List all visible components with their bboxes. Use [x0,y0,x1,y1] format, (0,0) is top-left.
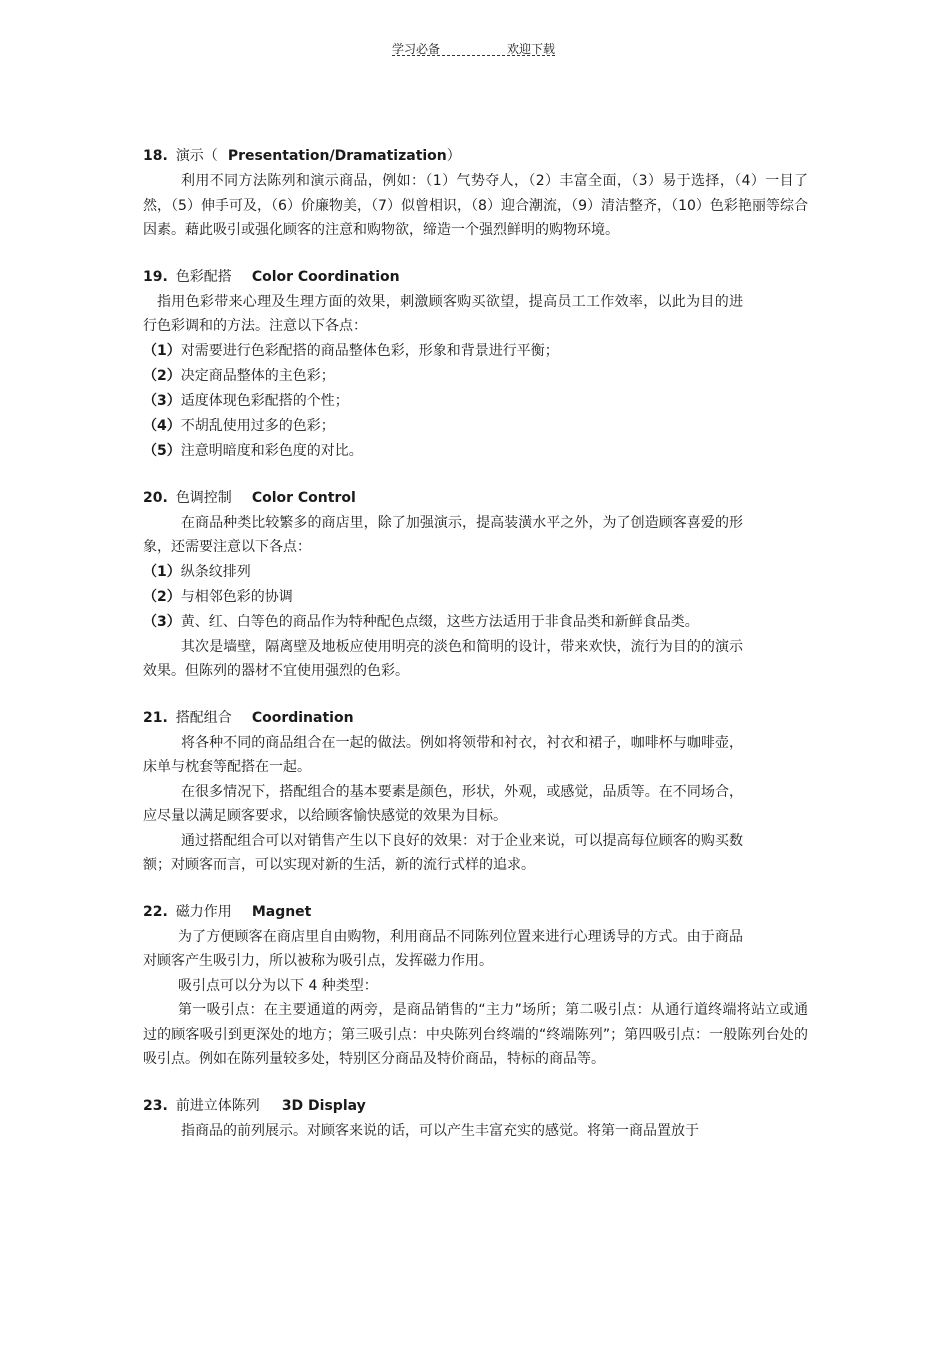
section-title-cn: 磁力作用 [175,903,232,920]
document-body [143,145,808,1166]
list-item [143,560,808,585]
header-rule [392,55,555,56]
list-text: 注意明暗度和彩色度的对比。 [180,442,363,459]
section-title-cn: 搭配组合 [175,709,232,726]
section-title-en: Presentation/Dramatization [227,148,447,164]
section-title-en: Coordination [251,709,354,726]
section-21 [143,707,808,878]
list-marker: （3） [143,613,181,630]
list-marker: （5） [143,442,181,459]
section-number: 21. [143,709,168,726]
section-title-tail: ） [446,148,461,164]
section-title-en: Color Coordination [251,268,400,285]
list-marker: （1） [143,342,181,359]
list-item [143,439,808,464]
section-20 [143,487,808,684]
section-number: 23. [143,1097,168,1114]
header-left-text: 学习必备 [392,42,441,56]
list-item [143,414,808,439]
paragraph: 指商品的前列展示。对顾客来说的话，可以产生丰富充实的感觉。将第一商品置放于 [181,1122,699,1139]
paragraph: 在很多情况下，搭配组合的基本要素是颜色，形状，外观，或感觉，品质等。在不同场合，应尽量以满足顾客要求，以给顾客愉快感觉的效果为目标。 [143,783,743,824]
list-marker: （2） [143,588,181,605]
list-text: 对需要进行色彩配搭的商品整体色彩，形象和背景进行平衡； [180,342,559,359]
list-text: 与相邻色彩的协调 [180,588,293,605]
header-right-text: 欢迎下载 [507,42,556,56]
section-title-en: Color Control [251,489,356,506]
list-item [143,339,808,364]
paragraph: 为了方便顾客在商店里自由购物，利用商品不同陈列位置来进行心理诱导的方式。由于商品对顾客产生吸引力，所以被称为吸引点，发挥磁力作用。 [143,928,743,969]
section-heading [143,145,808,167]
paragraph: 利用不同方法陈列和演示商品，例如：（1）气势夺人，（2）丰富全面，（3）易于选择，（4）一目了然，（5）伸手可及，（6）价廉物美，（7）似曾相识，（8）迎合潮流，（9）清洁整齐，（10）色彩艳丽等综合因素。藉此吸引或强化顾客的注意和购物欲，缔造一个强烈鲜明的购物环境。 [143,173,808,238]
section-title-en: 3D Display [281,1097,366,1114]
section-heading [143,266,808,288]
paragraph: 吸引点可以分为以下 4 种类型： [178,977,378,994]
paragraph: 通过搭配组合可以对销售产生以下良好的效果：对于企业来说，可以提高每位顾客的购买数额；对顾客而言，可以实现对新的生活，新的流行式样的追求。 [143,832,743,873]
list-marker: （2） [143,367,181,384]
section-number: 22. [143,903,168,920]
paragraph: 第一吸引点：在主要通道的两旁，是商品销售的“主力”场所；第二吸引点：从通行道终端将站立或通过的顾客吸引到更深处的地方；第三吸引点：中央陈列台终端的“终端陈列”；第四吸引点：一般陈列台处的吸引点。例如在陈列量较多处，特别区分商品及特价商品，特标的商品等。 [143,1002,808,1067]
section-number: 18. [143,148,168,164]
section-heading [143,901,808,923]
paragraph: 将各种不同的商品组合在一起的做法。例如将领带和衬衣，衬衣和裙子，咖啡杯与咖啡壶，床单与枕套等配搭在一起。 [143,734,743,775]
section-23 [143,1095,808,1144]
section-18 [143,145,808,243]
list-text: 决定商品整体的主色彩； [180,367,335,384]
section-title-en: Magnet [251,903,312,920]
list-item [143,389,808,414]
list-item [143,585,808,610]
section-title-cn: 前进立体陈列 [175,1097,260,1114]
page-header [0,40,950,60]
paragraph: 在商品种类比较繁多的商店里，除了加强演示，提高装潢水平之外，为了创造顾客喜爱的形象，还需要注意以下各点： [143,514,743,555]
list-text: 黄、红、白等色的商品作为特种配色点缀，这些方法适用于非食品类和新鲜食品类。 [180,613,699,630]
section-title-cn: 色调控制 [175,489,232,506]
list-marker: （4） [143,417,181,434]
list-item [143,610,808,635]
section-19 [143,266,808,464]
paragraph: 其次是墙壁，隔离壁及地板应使用明亮的淡色和简明的设计，带来欢快，流行为目的的演示效果。但陈列的器材不宜使用强烈的色彩。 [143,638,743,679]
section-number: 20. [143,489,168,506]
paragraph: 指用色彩带来心理及生理方面的效果，刺激顾客购买欲望，提高员工工作效率，以此为目的进行色彩调和的方法。注意以下各点： [143,293,743,334]
list-marker: （3） [143,392,181,409]
section-title-cn: 演示（ [175,148,218,164]
list-marker: （1） [143,563,181,580]
section-heading [143,707,808,729]
section-22 [143,901,808,1072]
section-title-cn: 色彩配搭 [175,268,232,285]
list-text: 适度体现色彩配搭的个性； [180,392,349,409]
list-text: 不胡乱使用过多的色彩； [180,417,335,434]
list-text: 纵条纹排列 [180,563,251,580]
section-number: 19. [143,268,168,285]
list-item [143,364,808,389]
section-heading [143,487,808,509]
section-heading [143,1095,808,1117]
